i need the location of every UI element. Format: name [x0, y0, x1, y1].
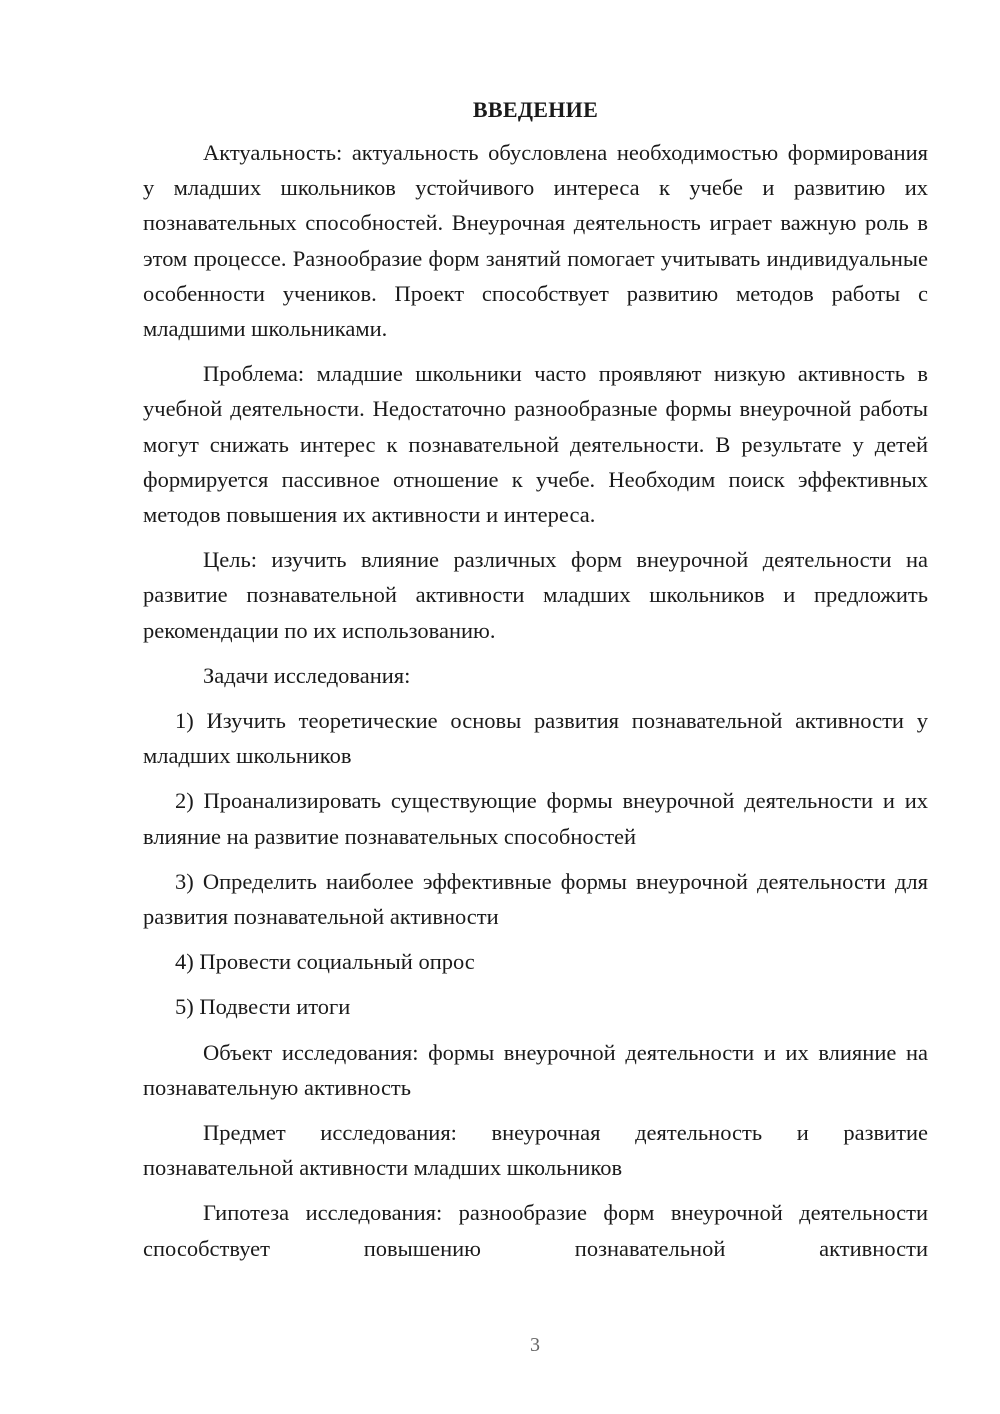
- page-title: ВВЕДЕНИЕ: [472, 97, 599, 122]
- paragraph-subject: Предмет исследования: внеурочная деятельность и развитие познавательной активности младших школьников: [143, 1120, 928, 1181]
- task-item-5: 5) Подвести итоги: [175, 994, 351, 1020]
- document-page: [143, 92, 928, 1276]
- page-number: 3: [530, 1334, 540, 1356]
- task-item-4: 4) Провести социальный опрос: [175, 949, 475, 975]
- paragraph-relevance: Актуальность: актуальность обусловлена необходимостью формирования у младших школьников устойчивого интереса к учебе и развитию их познавательных способностей. Внеурочная деятельность играет важную роль в этом процессе. Разнообразие форм занятий помогает учитывать индивидуальные особенности учеников. Проект способствует развитию методов работы с младшими школьниками.: [143, 140, 928, 342]
- paragraph-goal: Цель: изучить влияние различных форм внеурочной деятельности на развитие познавательной активности младших школьников и предложить рекомендации по их использованию.: [143, 547, 928, 643]
- task-item-2: 2) Проанализировать существующие формы внеурочной деятельности и их влияние на развитие познавательных способностей: [143, 788, 928, 849]
- task-item-3: 3) Определить наиболее эффективные формы внеурочной деятельности для развития познавательной активности: [143, 868, 928, 930]
- tasks-heading: Задачи исследования:: [203, 662, 411, 688]
- paragraph-hypothesis: Гипотеза исследования: разнообразие форм внеурочной деятельности способствует повышению познавательной активности: [143, 1200, 928, 1261]
- paragraph-problem: Проблема: младшие школьники часто проявляют низкую активность в учебной деятельности. Недостаточно разнообразные формы внеурочной работы могут снижать интерес к познавательной деятельности. В результате у детей формируется пассивное отношение к учебе. Необходим поиск эффективных методов повышения их активности и интереса.: [143, 361, 928, 528]
- paragraph-object: Объект исследования: формы внеурочной деятельности и их влияние на познавательную активность: [143, 1039, 928, 1100]
- task-item-1: 1) Изучить теоретические основы развития познавательной активности у младших школьников: [143, 708, 928, 769]
